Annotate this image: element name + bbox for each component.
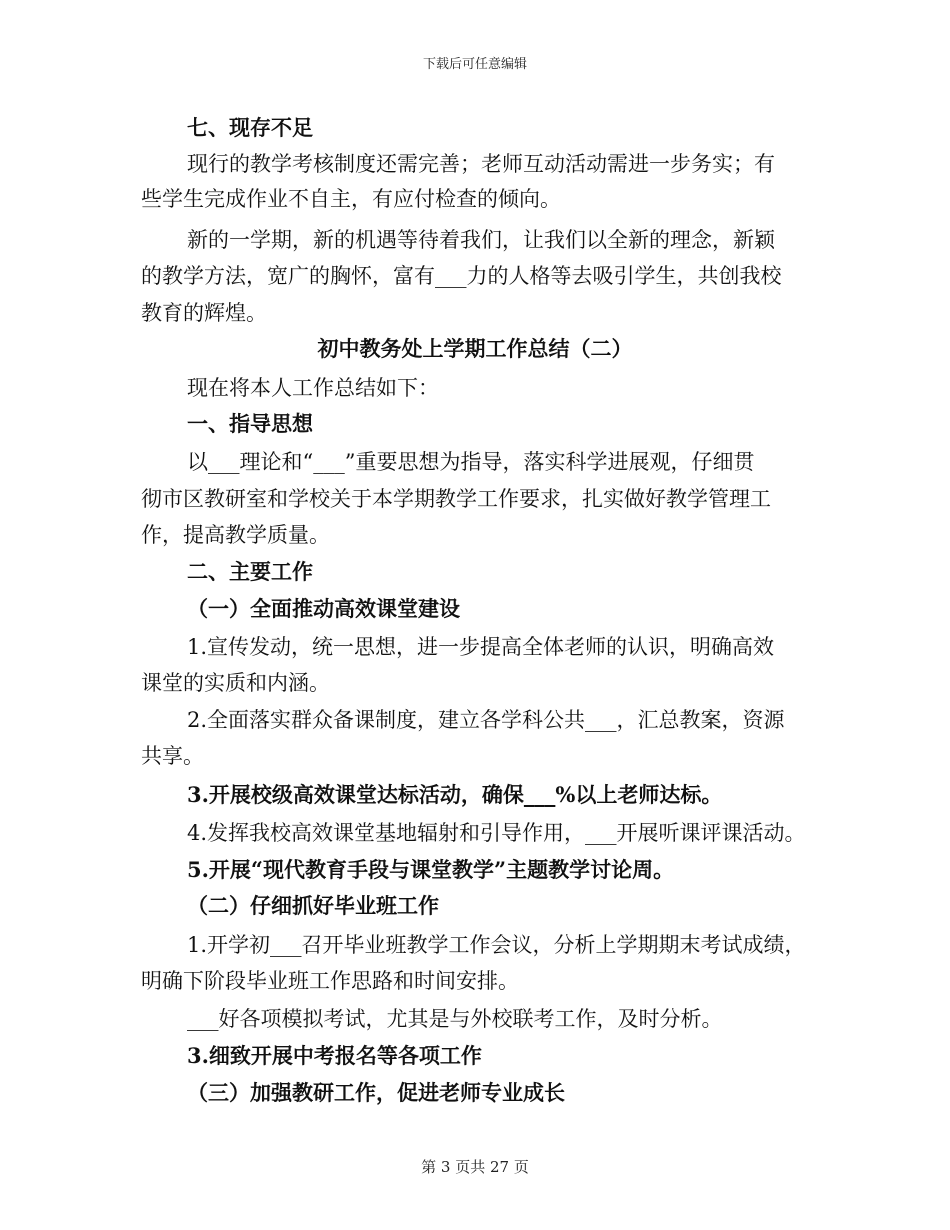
list-item-bold: 3.开展校级高效课堂达标活动，确保___%以上老师达标。 [187, 782, 723, 807]
paragraph-line: ___好各项模拟考试，尤其是与外校联考工作，及时分析。 [187, 1007, 723, 1031]
paragraph-line: 现在将本人工作总结如下： [187, 376, 439, 400]
paragraph-line: 以___理论和“___”重要思想为指导，落实科学进展观，仔细贯 [187, 450, 755, 474]
paragraph-line: 4.发挥我校高效课堂基地辐射和引导作用，___开展听课评课活动。 [187, 821, 806, 845]
paragraph-line: 新的一学期，新的机遇等待着我们，让我们以全新的理念，新颖 [187, 228, 775, 252]
document-title: 初中教务处上学期工作总结（二） [317, 336, 633, 361]
subsection-heading: （三）加强教研工作，促进老师专业成长 [187, 1080, 565, 1105]
paragraph-line: 1.开学初___召开毕业班教学工作会议，分析上学期期末考试成绩， [187, 933, 806, 957]
paragraph-line: 明确下阶段毕业班工作思路和时间安排。 [141, 969, 519, 993]
paragraph-line: 教育的辉煌。 [141, 301, 267, 325]
paragraph-line: 彻市区教研室和学校关于本学期教学工作要求，扎实做好教学管理工 [141, 487, 771, 511]
subsection-heading: （二）仔细抓好毕业班工作 [187, 893, 439, 918]
paragraph-line: 的教学方法，宽广的胸怀，富有___力的人格等去吸引学生，共创我校 [141, 264, 782, 288]
section-heading: 七、现存不足 [187, 115, 313, 140]
paragraph-line: 1.宣传发动，统一思想，进一步提高全体老师的认识，明确高效 [187, 635, 775, 659]
page-footer: 第 3 页共 27 页 [421, 1158, 529, 1176]
section-heading: 二、主要工作 [187, 559, 313, 584]
page-header: 下载后可任意编辑 [422, 57, 527, 72]
paragraph-line: 2.全面落实群众备课制度，建立各学科公共___，汇总教案，资源 [187, 708, 785, 732]
paragraph-line: 共享。 [141, 744, 204, 768]
list-item-bold: 5.开展“现代教育手段与课堂教学”主题教学讨论周。 [187, 857, 675, 882]
paragraph-line: 课堂的实质和内涵。 [141, 671, 330, 695]
paragraph-line: 现行的教学考核制度还需完善；老师互动活动需进一步务实；有 [187, 152, 775, 176]
section-heading: 一、指导思想 [187, 411, 313, 436]
paragraph-line: 些学生完成作业不自主，有应付检查的倾向。 [141, 187, 561, 211]
list-item-bold: 3.细致开展中考报名等各项工作 [187, 1043, 482, 1068]
subsection-heading: （一）全面推动高效课堂建设 [187, 596, 460, 621]
paragraph-line: 作，提高教学质量。 [141, 523, 330, 547]
